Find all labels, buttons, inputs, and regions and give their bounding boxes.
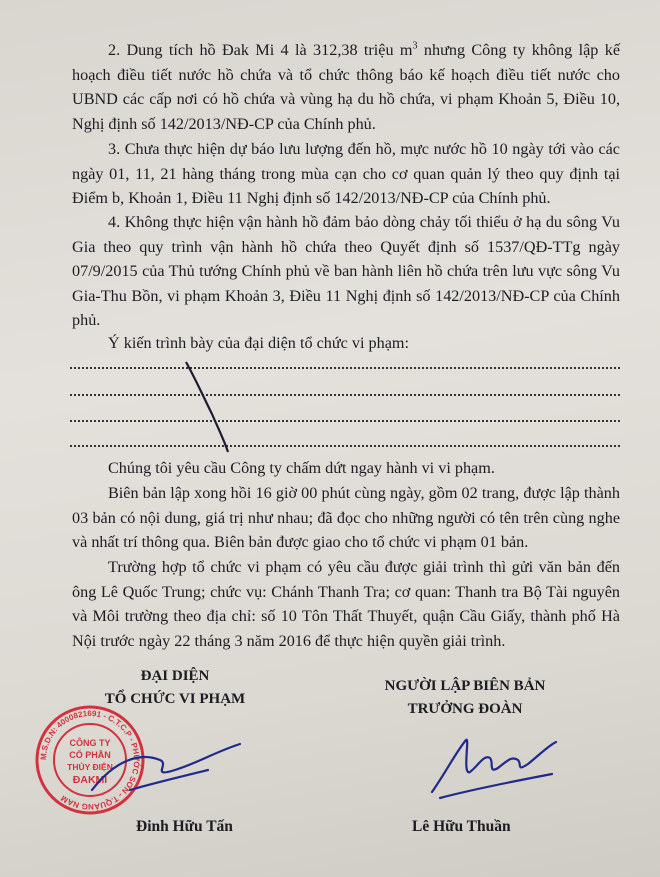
item-2-text: 2. Dung tích hồ Đak Mi 4 là 312,38 triệu m: [108, 41, 413, 59]
stamp-ring-text: M.S.D.N: 4000821691 - C.T.C.P - PHƯỚC SƠN - T.QUẢNG NAM: [38, 708, 142, 812]
stamp-line-1: CÔNG TY: [69, 738, 111, 748]
opinion-label: Ý kiến trình bày của đại diện tổ chức vi phạm:: [108, 334, 409, 352]
stamp-line-4: ĐAKMI: [72, 774, 108, 786]
right-signer-name: Lê Hữu Thuần: [412, 818, 511, 835]
right-title-2: TRƯỞNG ĐOÀN: [407, 701, 523, 717]
item-2-superscript: 3: [412, 40, 418, 52]
right-title-1: NGƯỜI LẬP BIÊN BẢN: [384, 678, 546, 694]
left-title-1: ĐẠI DIỆN: [140, 668, 210, 684]
closing-text: Biên bản lập xong hồi 16 giờ 00 phút cùng ngày, gồm 02 trang, được lập thành 03 bản có nội dung, giá trị như nhau; đã đọc cho những người có tên trên cùng nghe và nhất trí thông qua. Biên bản được giao cho tổ chức vi phạm 01 bản.: [72, 484, 620, 551]
item-4-text: 4. Không thực hiện vận hành hồ đảm bảo dòng chảy tối thiểu ở hạ du sông Vu Gia theo quy trình vận hành hồ chứa theo Quyết định số 1537/QĐ-TTg ngày 07/9/2015 của Thủ tướng Chính phủ về ban hành liên hồ chứa trên lưu vực sông Vu Gia-Thu Bồn, vi phạm Khoản 3, Điều 11 Nghị định số 142/2013/NĐ-CP của Chính phủ.: [72, 213, 620, 329]
left-title-2: TỔ CHỨC VI PHẠM: [104, 691, 246, 707]
item-2-rest: nhưng Công ty không lập kế hoạch điều tiết nước hồ chứa và tổ chức thông báo kế hoạch điều tiết nước cho UBND các cấp nơi có hồ chứa và vùng hạ du hồ chứa, vi phạm Khoản 5, Điều 10, Nghị định số 142/2013/NĐ-CP của Chính phủ.: [72, 41, 620, 133]
request-text: Chúng tôi yêu cầu Công ty chấm dứt ngay hành vi vi phạm.: [108, 459, 495, 477]
stamp-line-3: THỦY ĐIỆN: [67, 762, 113, 772]
left-signer-name: Đinh Hữu Tấn: [136, 818, 233, 835]
item-3-text: 3. Chưa thực hiện dự báo lưu lượng đến hồ, mực nước hồ 10 ngày tới vào các ngày 01, 11, 21 hàng tháng trong mùa cạn cho cơ quan quản lý theo quy định tại Điểm b, Khoản 1, Điều 11 Nghị định số 142/2013/NĐ-CP của Chính phủ.: [72, 140, 620, 207]
stamp-line-2: CỔ PHẦN: [69, 750, 111, 760]
explanation-text: Trường hợp tổ chức vi phạm có yêu cầu được giải trình thì gửi văn bản đến ông Lê Quốc Trung; chức vụ: Chánh Thanh Tra; cơ quan: Thanh tra Bộ Tài nguyên và Môi trường theo địa chỉ: số 10 Tôn Thất Thuyết, quận Cầu Giấy, thành phố Hà Nội trước ngày 22 tháng 3 năm 2016 để thực hiện quyền giải trình.: [72, 558, 620, 650]
